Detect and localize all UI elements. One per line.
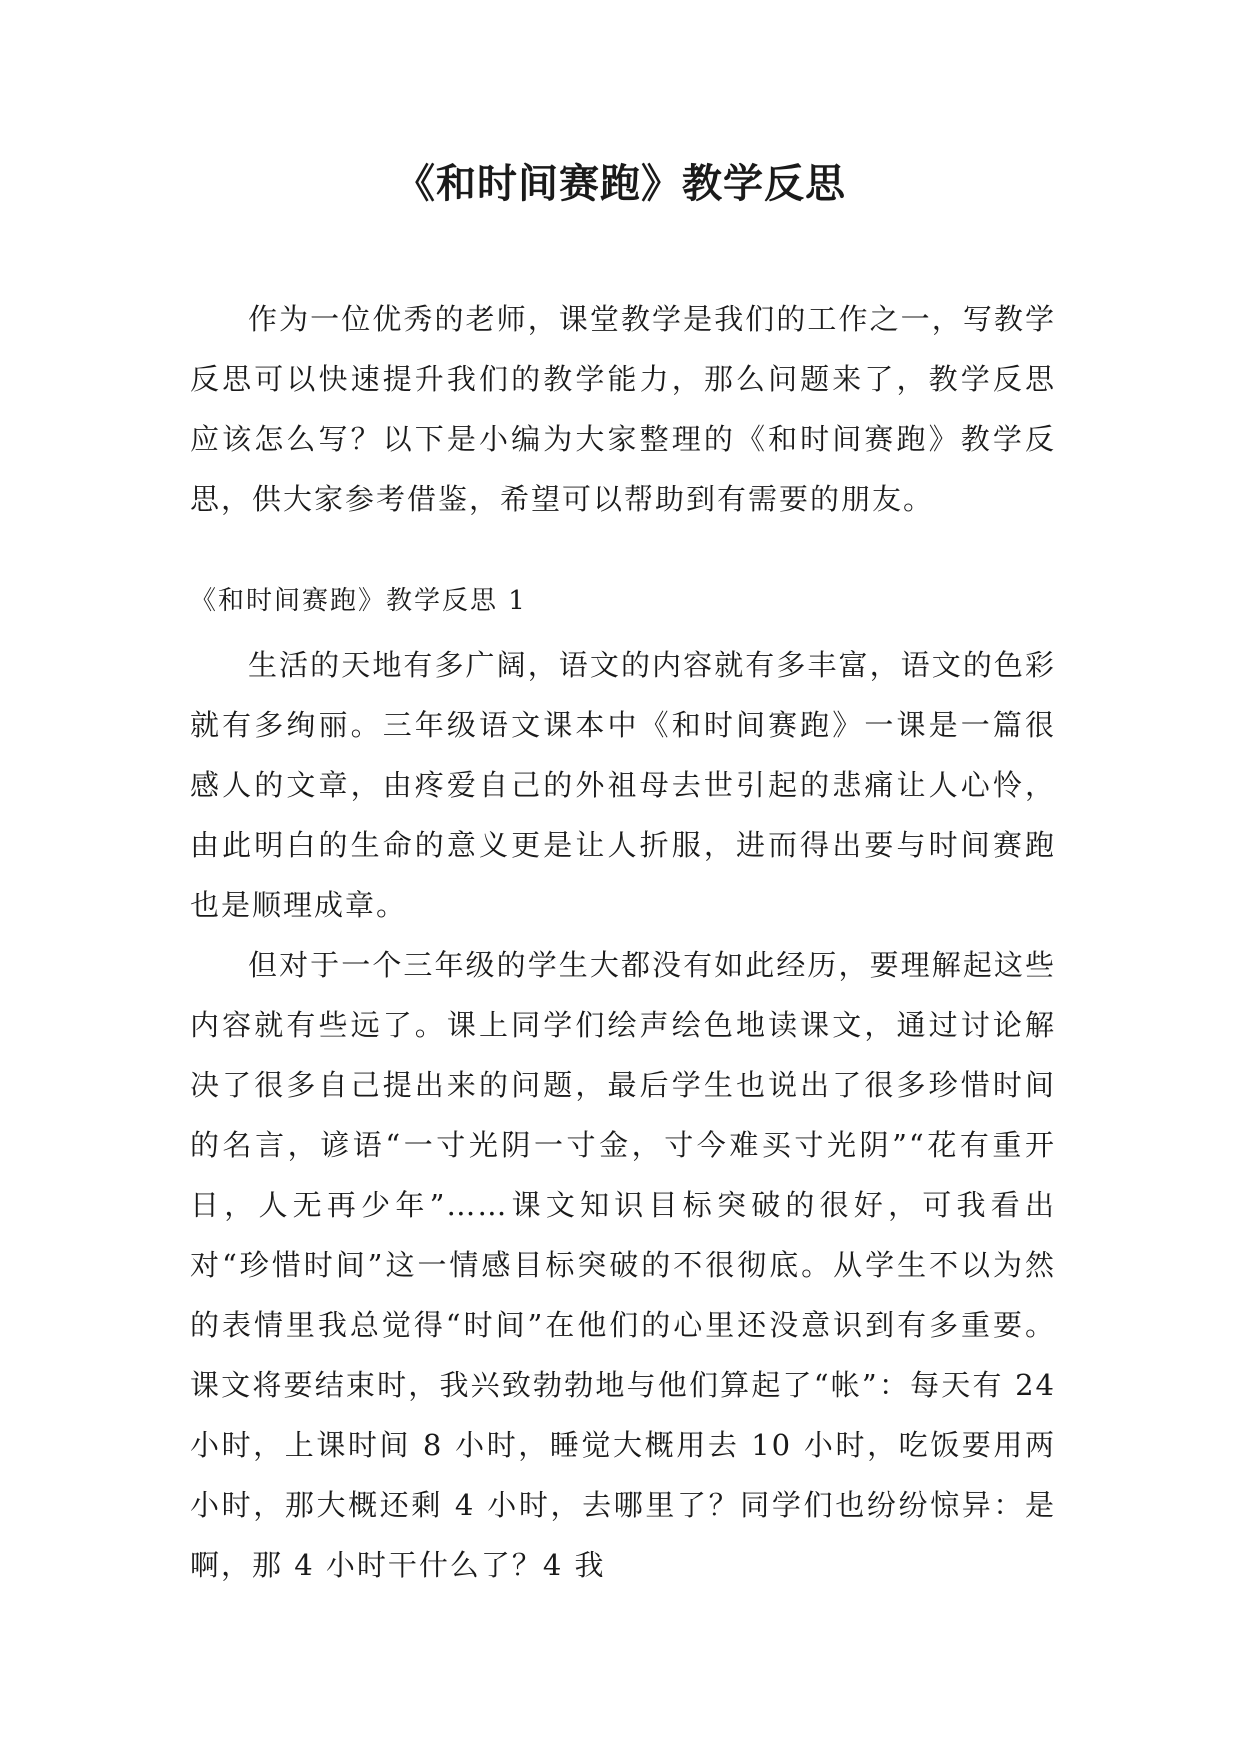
body-paragraph-1: 生活的天地有多广阔，语文的内容就有多丰富，语文的色彩就有多绚丽。三年级语文课本中《和时间赛跑》一课是一篇很感人的文章，由疼爱自己的外祖母去世引起的悲痛让人心怜，由此明白的生命的意义更是让人折服，进而得出要与时间赛跑也是顺理成章。 <box>190 648 1056 922</box>
section-heading: 《和时间赛跑》教学反思 1 <box>190 586 527 616</box>
document-title: 《和时间赛跑》教学反思 <box>395 161 846 207</box>
section-body <box>190 635 1056 1595</box>
intro-section <box>190 289 1056 529</box>
body-paragraph-2: 但对于一个三年级的学生大都没有如此经历，要理解起这些内容就有些远了。课上同学们绘声绘色地读课文，通过讨论解决了很多自己提出来的问题，最后学生也说出了很多珍惜时间的名言，谚语“一寸光阴一寸金，寸今难买寸光阴”“花有重开日，人无再少年”……课文知识目标突破的很好，可我看出对“珍惜时间”这一情感目标突破的不很彻底。从学生不以为然的表情里我总觉得“时间”在他们的心里还没意识到有多重要。课文将要结束时，我兴致勃勃地与他们算起了“帐”：每天有 24 小时，上课时间 8 小时，睡觉大概用去 10 小时，吃饭要用两小时，那大概还剩 4 小时，去哪里了？同学们也纷纷惊异：是啊，那 4 小时干什么了？4 我 <box>190 948 1056 1582</box>
intro-paragraph: 作为一位优秀的老师，课堂教学是我们的工作之一，写教学反思可以快速提升我们的教学能力，那么问题来了，教学反思应该怎么写？以下是小编为大家整理的《和时间赛跑》教学反思，供大家参考借鉴，希望可以帮助到有需要的朋友。 <box>190 302 1056 516</box>
